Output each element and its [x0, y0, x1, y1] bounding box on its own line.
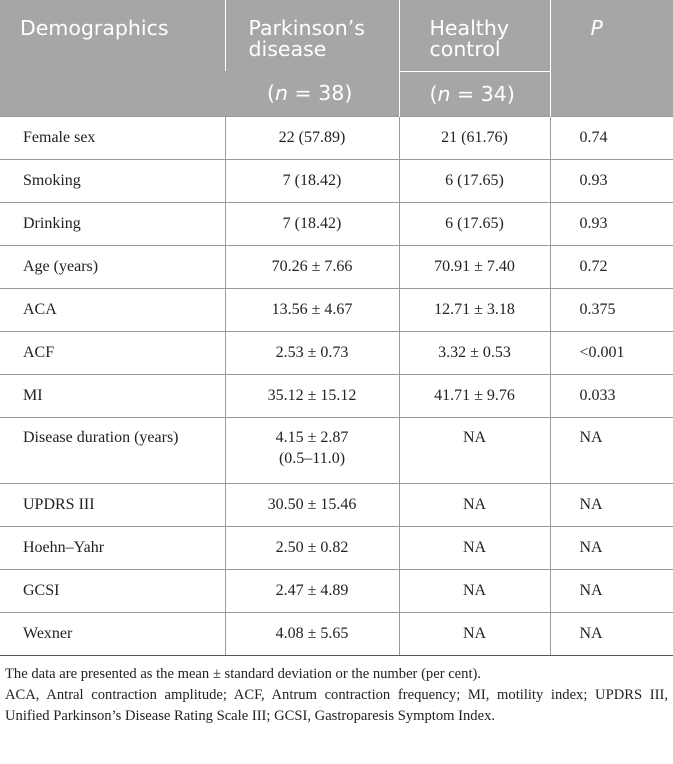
- table-row: [0, 202, 673, 245]
- row-label: ACA: [0, 288, 225, 331]
- p-value: 0.375: [550, 288, 673, 331]
- hc-value: 41.71 ± 9.76: [399, 374, 550, 417]
- header-p-value: P: [550, 0, 673, 116]
- pd-value: 2.53 ± 0.73: [225, 331, 399, 374]
- table-row: [0, 331, 673, 374]
- row-label: Wexner: [0, 612, 225, 655]
- hc-value: 6 (17.65): [399, 159, 550, 202]
- pd-value: 35.12 ± 15.12: [225, 374, 399, 417]
- header-parkinsons-disease: Parkinson’s disease: [225, 0, 399, 71]
- row-label: ACF: [0, 331, 225, 374]
- hc-value: NA: [399, 483, 550, 526]
- row-label: UPDRS III: [0, 483, 225, 526]
- row-label: MI: [0, 374, 225, 417]
- hc-value: NA: [399, 526, 550, 569]
- table-row: [0, 483, 673, 526]
- table-row: [0, 245, 673, 288]
- p-value: <0.001: [550, 331, 673, 374]
- p-value: 0.93: [550, 202, 673, 245]
- row-label: GCSI: [0, 569, 225, 612]
- table-row: [0, 526, 673, 569]
- p-value: 0.93: [550, 159, 673, 202]
- hc-value: 70.91 ± 7.40: [399, 245, 550, 288]
- hc-value: NA: [399, 569, 550, 612]
- table-row: [0, 116, 673, 159]
- pd-value: 13.56 ± 4.67: [225, 288, 399, 331]
- header-n-healthy: (n = 34): [399, 71, 550, 116]
- table-row: [0, 612, 673, 655]
- footnote-abbreviations: ACA, Antral contraction amplitude; ACF, Antrum contraction frequency; MI, motility index; UPDRS III, Unified Parkinson’s Disease Rating Scale III; GCSI, Gastroparesis Symptom Index.: [5, 687, 668, 724]
- hc-value: 3.32 ± 0.53: [399, 331, 550, 374]
- pd-value: 70.26 ± 7.66: [225, 245, 399, 288]
- p-value: NA: [550, 526, 673, 569]
- p-value: 0.74: [550, 116, 673, 159]
- table-row: [0, 159, 673, 202]
- pd-value: 2.50 ± 0.82: [225, 526, 399, 569]
- pd-value: 30.50 ± 15.46: [225, 483, 399, 526]
- footnote-data-presentation: The data are presented as the mean ± standard deviation or the number (per cent).: [5, 666, 482, 682]
- row-label: Disease duration (years): [0, 417, 225, 483]
- hc-value: 21 (61.76): [399, 116, 550, 159]
- hc-value: NA: [399, 417, 550, 483]
- table-row: [0, 569, 673, 612]
- p-value: 0.033: [550, 374, 673, 417]
- row-label: Drinking: [0, 202, 225, 245]
- row-label: Female sex: [0, 116, 225, 159]
- hc-value: 12.71 ± 3.18: [399, 288, 550, 331]
- table-row: [0, 374, 673, 417]
- pd-value: 4.08 ± 5.65: [225, 612, 399, 655]
- table-footnotes: [5, 664, 668, 727]
- row-label: Age (years): [0, 245, 225, 288]
- hc-value: NA: [399, 612, 550, 655]
- table-row: [0, 288, 673, 331]
- p-value: NA: [550, 417, 673, 483]
- pd-value: [225, 417, 399, 483]
- header-healthy-control: Healthy control: [399, 0, 550, 71]
- header-demographics: Demographics: [0, 0, 225, 116]
- header-n-parkinsons: (n = 38): [225, 71, 399, 116]
- p-value: NA: [550, 612, 673, 655]
- pd-value: 7 (18.42): [225, 159, 399, 202]
- row-label: Hoehn–Yahr: [0, 526, 225, 569]
- hc-value: 6 (17.65): [399, 202, 550, 245]
- p-value: 0.72: [550, 245, 673, 288]
- pd-mean-sd: 4.15 ± 2.87: [275, 428, 349, 446]
- pd-value: 2.47 ± 4.89: [225, 569, 399, 612]
- pd-value: 22 (57.89): [225, 116, 399, 159]
- row-label: Smoking: [0, 159, 225, 202]
- table-row: [0, 417, 673, 483]
- pd-range: (0.5–11.0): [278, 449, 346, 467]
- pd-value: 7 (18.42): [225, 202, 399, 245]
- p-value: NA: [550, 483, 673, 526]
- p-value: NA: [550, 569, 673, 612]
